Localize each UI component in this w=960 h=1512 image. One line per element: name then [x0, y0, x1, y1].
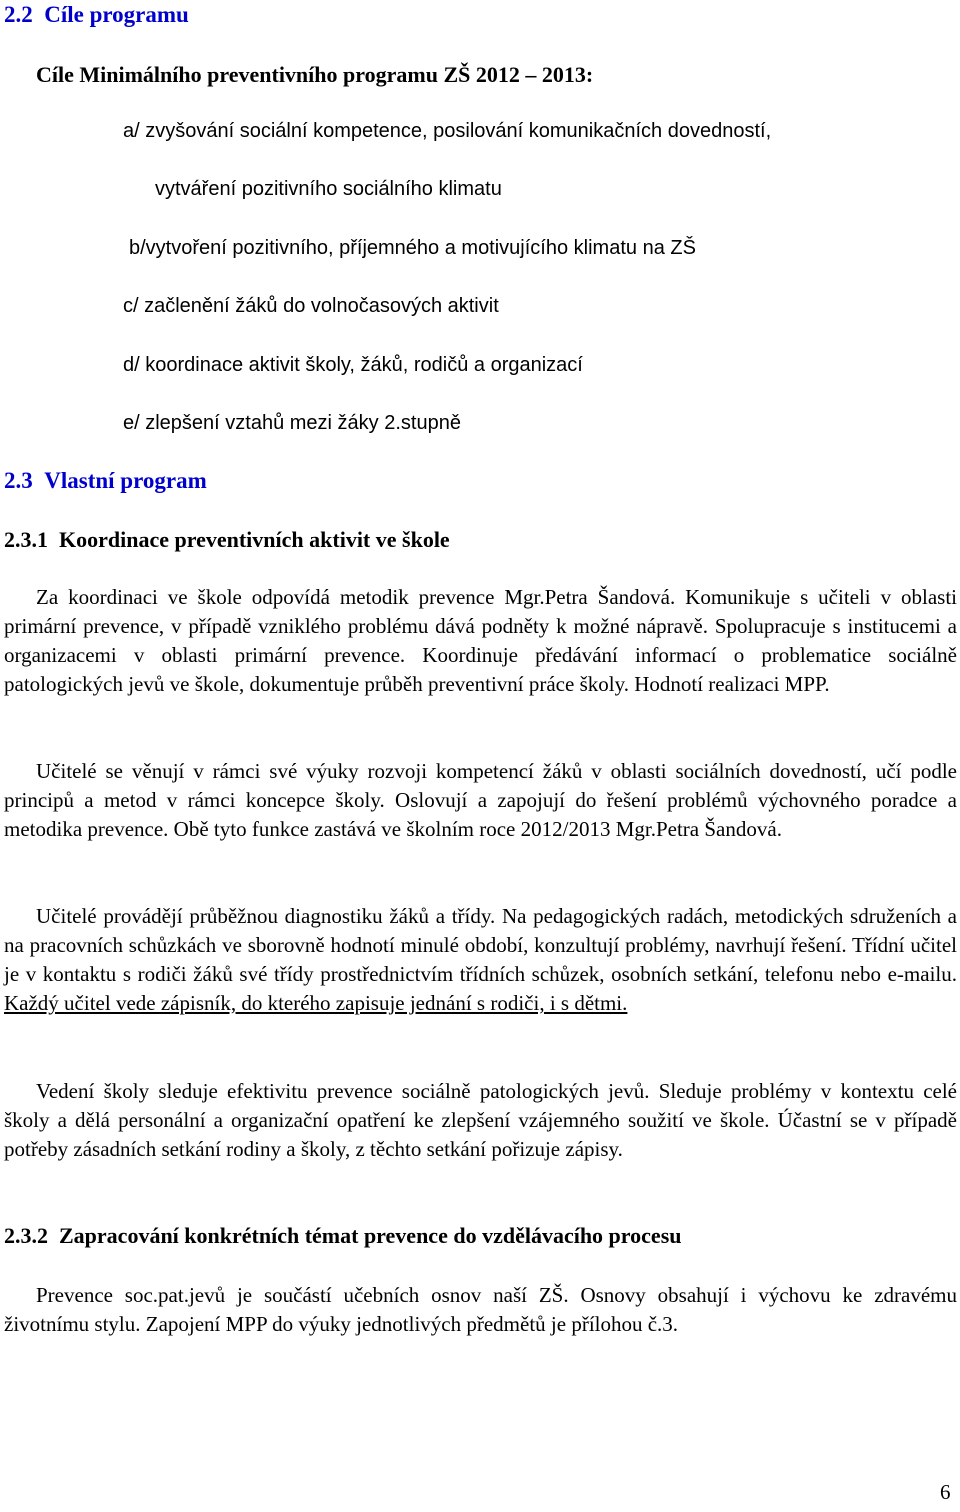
- paragraph-text: Prevence soc.pat.jevů je součástí učebních osnov naší ZŠ. Osnovy obsahují i výchovu ke zdravému životnímu stylu. Zapojení MPP do výuky jednotlivých předmětů je přílohou č.3.: [4, 1283, 957, 1336]
- section-number: 2.2: [4, 2, 33, 27]
- paragraph-diagnostics: [4, 902, 957, 1018]
- paragraph-text: Vedení školy sleduje efektivitu prevence sociálně patologických jevů. Sleduje problémy v kontextu celé školy a dělá personální a organizační opatření ke zlepšení vzájemného soužití ve škole. Účastní se v případě potřeby zásadních setkání rodiny a školy, z těchto setkání pořizuje zápisy.: [4, 1079, 957, 1161]
- paragraph-text: Učitelé se věnují v rámci své výuky rozvoji kompetencí žáků v oblasti sociálních dovedností, učí podle principů a metod v rámci koncepce školy. Oslovují a zapojují do řešení problémů výchovného poradce a metodika prevence. Obě tyto funkce zastává ve školním roce 2012/2013 Mgr.Petra Šandová.: [4, 759, 957, 841]
- paragraph-coordination: [4, 583, 957, 699]
- paragraph-text: Učitelé provádějí průběžnou diagnostiku žáků a třídy. Na pedagogických radách, metodických sdruženích a na pracovních schůzkách ve sborovně hodnotí minulé období, konzultují problémy, navrhují řešení. Třídní učitel je v kontaktu s rodiči žáků své třídy prostřednictvím třídních schůzek, osobních setkání, telefonu nebo e-mailu.: [4, 904, 957, 986]
- goal-item: e/ zlepšení vztahů mezi žáky 2.stupně: [123, 412, 461, 434]
- goal-item: a/ zvyšování sociální kompetence, posilování komunikačních dovedností,: [123, 120, 772, 142]
- section-number: 2.3.2: [4, 1223, 48, 1248]
- section-number: 2.3.1: [4, 527, 48, 552]
- section-2-2-heading: [4, 2, 189, 28]
- section-title: Koordinace preventivních aktivit ve škole: [59, 527, 450, 552]
- goal-item: d/ koordinace aktivit školy, žáků, rodičů a organizací: [123, 354, 583, 376]
- paragraph-management: [4, 1077, 957, 1164]
- paragraph-text: Za koordinaci ve škole odpovídá metodik prevence Mgr.Petra Šandová. Komunikuje s učiteli v oblasti primární prevence, v případě vzniklého problému dává podněty k možné nápravě. Spolupracuje s institucemi a organizacemi v oblasti primární prevence. Koordinuje předávání informací o problematice sociálně patologických jevů ve škole, dokumentuje průběh preventivní práce školy. Hodnotí realizaci MPP.: [4, 585, 957, 696]
- section-title: Cíle programu: [44, 2, 189, 27]
- section-title: Zapracování konkrétních témat prevence do vzdělávacího procesu: [59, 1223, 682, 1248]
- goals-subtitle: Cíle Minimálního preventivního programu ZŠ 2012 – 2013:: [36, 62, 594, 87]
- paragraph-curriculum: [4, 1281, 957, 1339]
- section-2-3-1-heading: [4, 527, 450, 553]
- goal-item: c/ začlenění žáků do volnočasových aktivit: [123, 295, 499, 317]
- section-2-3-2-heading: [4, 1223, 682, 1249]
- page-number: 6: [940, 1480, 951, 1504]
- goal-item: vytváření pozitivního sociálního klimatu: [155, 178, 502, 200]
- section-title: Vlastní program: [44, 468, 207, 493]
- section-2-3-heading: [4, 468, 207, 494]
- paragraph-teachers: [4, 757, 957, 844]
- underlined-sentence: Každý učitel vede zápisník, do kterého zapisuje jednání s rodiči, i s dětmi.: [4, 991, 628, 1015]
- goal-item: b/vytvoření pozitivního, příjemného a motivujícího klimatu na ZŠ: [129, 237, 696, 259]
- section-number: 2.3: [4, 468, 33, 493]
